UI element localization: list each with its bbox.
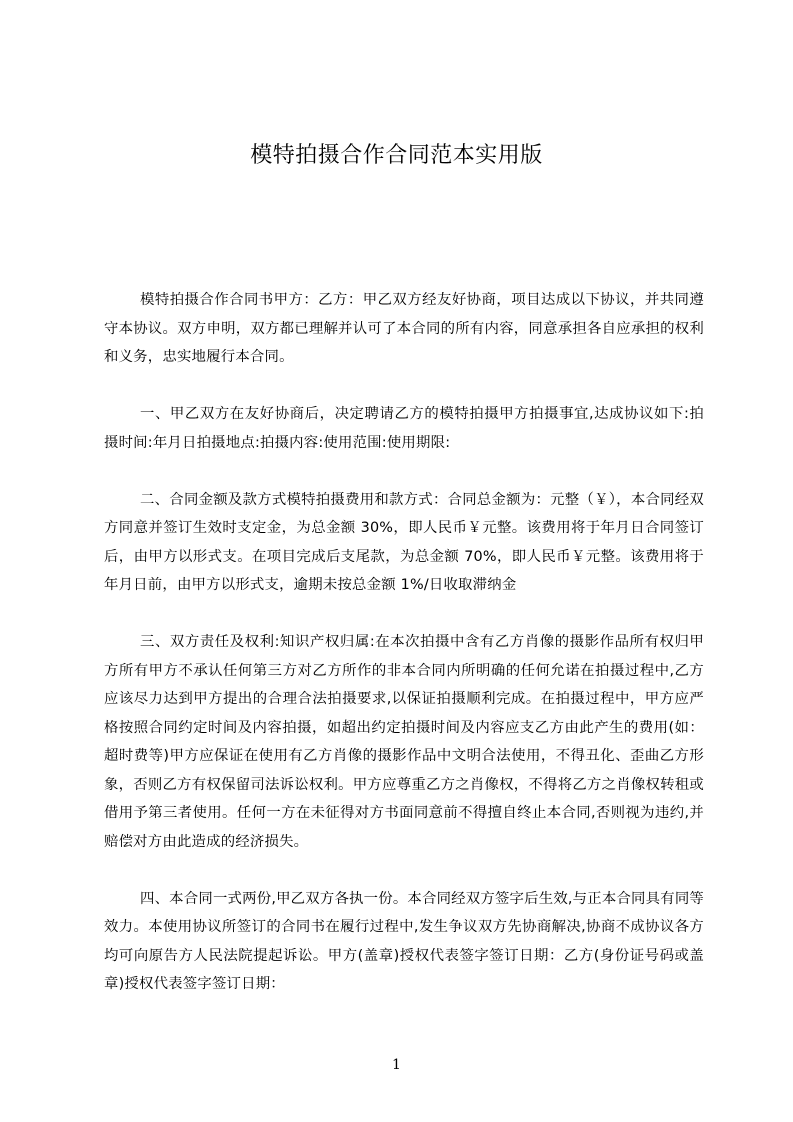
page-number: 1 (392, 1057, 401, 1073)
paragraph-intro: 模特拍摄合作合同书甲方：乙方：甲乙双方经友好协商，项目达成以下协议，并共同遵守本协议。双方申明，双方都已理解并认可了本合同的所有内容，同意承担各自应承担的权利和义务，忠实地履行本合同。 (104, 292, 704, 365)
paragraph-section-4: 四、本合同一式两份,甲乙双方各执一份。本合同经双方签字后生效,与正本合同具有同等效力。本使用协议所签订的合同书在履行过程中,发生争议双方先协商解决,协商不成协议各方均可向原告方人民法院提起诉讼。甲方(盖章)授权代表签字签订日期：乙方(身份证号码或盖章)授权代表签字签订日期： (104, 890, 704, 992)
document-body (104, 286, 704, 1027)
paragraph-section-3: 三、双方责任及权利:知识产权归属:在本次拍摄中含有乙方肖像的摄影作品所有权归甲方所有甲方不承认任何第三方对乙方所作的非本合同内所明确的任何允诺在拍摄过程中,乙方应该尽力达到甲方提出的合理合法拍摄要求,以保证拍摄顺利完成。在拍摄过程中，甲方应严格按照合同约定时间及内容拍摄，如超出约定拍摄时间及内容应支乙方由此产生的费用(如：超时费等)甲方应保证在使用有乙方肖像的摄影作品中文明合法使用，不得丑化、歪曲乙方形象，否则乙方有权保留司法诉讼权利。甲方应尊重乙方之肖像权，不得将乙方之肖像权转租或借用予第三者使用。任何一方在未征得对方书面同意前不得擅自终止本合同,否则视为违约,并赔偿对方由此造成的经济损失。 (104, 634, 704, 850)
paragraph-section-2: 二、合同金额及款方式模特拍摄费用和款方式：合同总金额为：元整（￥），本合同经双方同意并签订生效时支定金，为总金额 30%，即人民币￥元整。该费用将于年月日合同签订后，由甲方以形式支。在项目完成后支尾款，为总金额 70%，即人民币￥元整。该费用将于年月日前，由甲方以形式支，逾期未按总金额 1%/日收取滞纳金 (104, 491, 704, 593)
document-title: 模特拍摄合作合同范本实用版 (250, 143, 543, 168)
paragraph-section-1: 一、甲乙双方在友好协商后，决定聘请乙方的模特拍摄甲方拍摄事宜,达成协议如下:拍摄时间:年月日拍摄地点:拍摄内容:使用范围:使用期限: (104, 406, 704, 451)
